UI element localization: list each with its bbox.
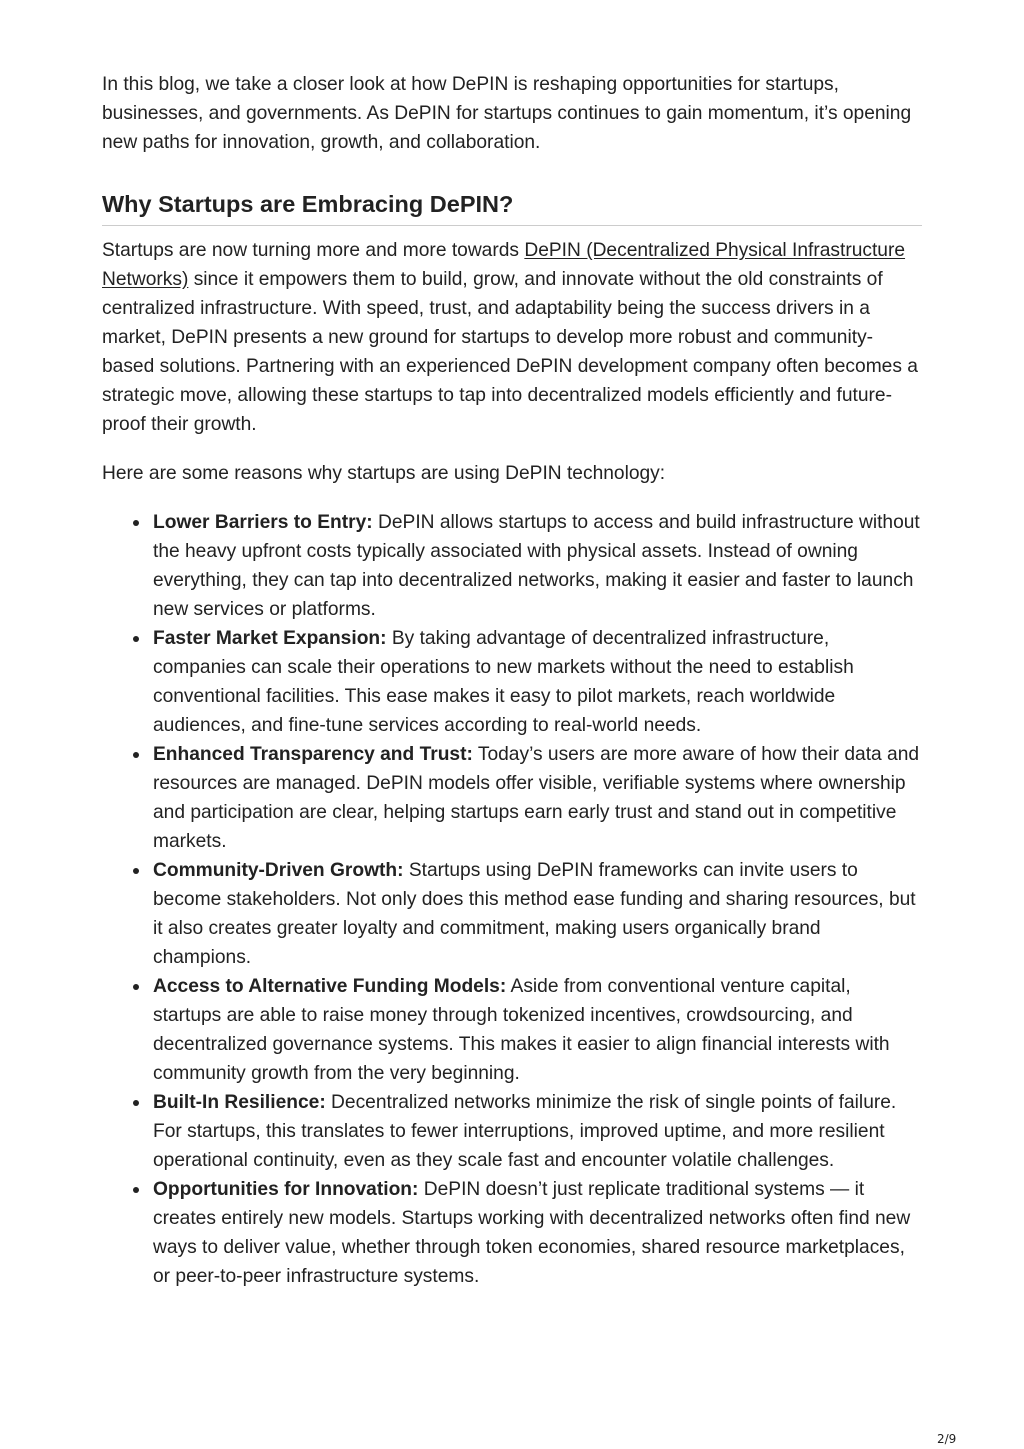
- list-item-text: DePIN allows startups to access and build infrastructure without the heavy upfront costs typically associated with physical assets. Instead of owning everything, they can tap into decentralized networks, making it easier and faster to launch new services or platforms.: [153, 512, 920, 620]
- list-item-title: Lower Barriers to Entry:: [153, 512, 373, 533]
- list-item-text: Aside from conventional venture capital, startups are able to raise money through tokenized incentives, crowdsourcing, and decentralized governance systems. This makes it easier to align financial interests with community growth from the very beginning.: [153, 976, 890, 1084]
- reasons-lead: Here are some reasons why startups are using DePIN technology:: [102, 463, 666, 484]
- reasons-list: [102, 508, 922, 1291]
- list-item-title: Community-Driven Growth:: [153, 860, 404, 881]
- list-item: [153, 856, 922, 972]
- article-content: [102, 70, 922, 1291]
- list-item: [153, 624, 922, 740]
- list-item-title: Built-In Resilience:: [153, 1092, 326, 1113]
- list-item-text: DePIN doesn’t just replicate traditional systems — it creates entirely new models. Startups working with decentralized networks often find new ways to deliver value, whether through token economies, shared resource marketplaces, or peer-to-peer infrastructure systems.: [153, 1179, 911, 1287]
- list-item: [153, 740, 922, 856]
- list-item-title: Access to Alternative Funding Models:: [153, 976, 507, 997]
- list-item: [153, 508, 922, 624]
- section-paragraph-start: Startups are now turning more and more towards: [102, 240, 525, 261]
- list-item: [153, 972, 922, 1088]
- list-item-text: Startups using DePIN frameworks can invite users to become stakeholders. Not only does this method ease funding and sharing resources, but it also creates greater loyalty and commitment, making users organically brand champions.: [153, 860, 916, 968]
- section-paragraph: [102, 236, 922, 439]
- list-item-text: Today’s users are more aware of how their data and resources are managed. DePIN models offer visible, verifiable systems where ownership and participation are clear, helping startups earn early trust and stand out in competitive markets.: [153, 744, 920, 852]
- list-item-text: Decentralized networks minimize the risk of single points of failure. For startups, this translates to fewer interruptions, improved uptime, and more resilient operational continuity, even as they scale fast and encounter volatile challenges.: [153, 1092, 897, 1171]
- list-item: [153, 1088, 922, 1175]
- list-item-title: Faster Market Expansion:: [153, 628, 387, 649]
- list-item-title: Opportunities for Innovation:: [153, 1179, 419, 1200]
- list-item-text: By taking advantage of decentralized infrastructure, companies can scale their operations to new markets without the need to establish conventional facilities. This ease makes it easy to pilot markets, reach worldwide audiences, and fine-tune services according to real-world needs.: [153, 628, 854, 736]
- page-number: 2/9: [937, 1432, 957, 1446]
- intro-paragraph: In this blog, we take a closer look at how DePIN is reshaping opportunities for startups, businesses, and governments. As DePIN for startups continues to gain momentum, it’s opening new paths for innovation, growth, and collaboration.: [102, 74, 912, 153]
- section-paragraph-end: since it empowers them to build, grow, and innovate without the old constraints of centralized infrastructure. With speed, trust, and adaptability being the success drivers in a market, DePIN presents a new ground for startups to develop more robust and community-based solutions. Partnering with an experienced DePIN development company often becomes a strategic move, allowing these startups to tap into decentralized models efficiently and future-proof their growth.: [102, 269, 918, 435]
- section-heading: Why Startups are Embracing DePIN?: [102, 189, 922, 226]
- list-item: [153, 1175, 922, 1291]
- depin-link[interactable]: DePIN (Decentralized Physical Infrastructure Networks): [102, 240, 906, 290]
- list-item-title: Enhanced Transparency and Trust:: [153, 744, 473, 765]
